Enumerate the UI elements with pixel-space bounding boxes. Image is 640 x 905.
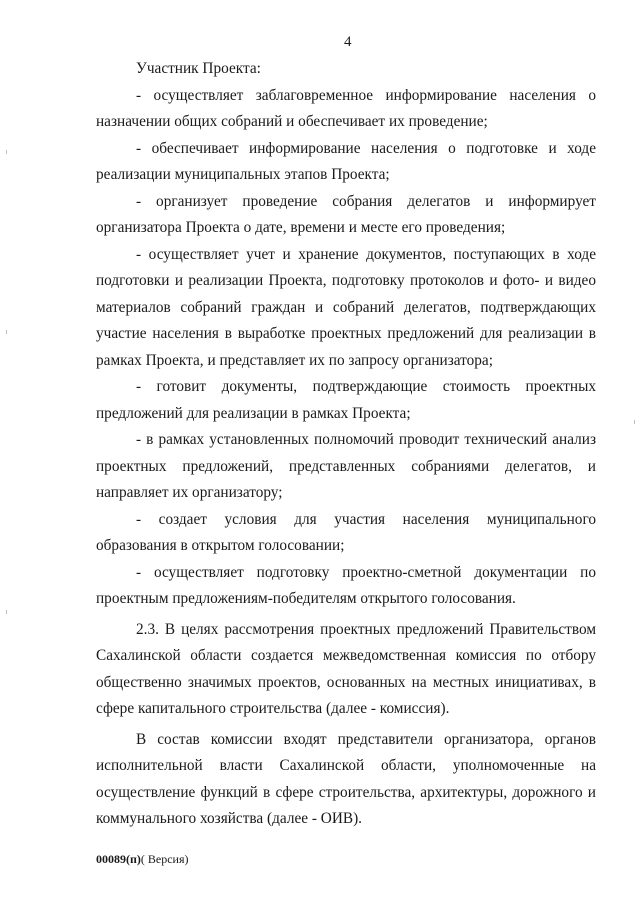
scan-artifact <box>6 610 7 614</box>
paragraph-item: - осуществляет заблаговременное информирование населения о назначении общих собраний и обеспечивает их проведение; <box>96 86 596 130</box>
paragraph-item: - в рамках установленных полномочий проводит технический анализ проектных предложений, представленных собраниями делегатов, и направляет их организатору; <box>96 431 596 501</box>
paragraph-item: - организует проведение собрания делегатов и информирует организатора Проекта о дате, времени и месте его проведения; <box>96 192 596 236</box>
footer-document-code <box>96 852 189 867</box>
scan-artifact <box>634 420 635 424</box>
paragraph-item: - готовит документы, подтверждающие стоимость проектных предложений для реализации в рамках Проекта; <box>96 378 596 422</box>
document-body <box>96 56 596 833</box>
scan-artifact <box>6 150 7 154</box>
footer-version: ( Версия) <box>140 852 189 866</box>
paragraph-item: - осуществляет учет и хранение документов, поступающих в ходе подготовки и реализации Проекта, подготовку протоколов и фото- и видео материалов собраний граждан и собраний делегатов, подтверждающих участие населения в выработке проектных предложений для реализации в рамках Проекта, и представляет их по запросу организатора; <box>96 245 596 369</box>
paragraph-participant-heading: Участник Проекта: <box>136 60 261 77</box>
paragraph-item: - осуществляет подготовку проектно-сметной документации по проектным предложениям-победителям открытого голосования. <box>96 563 596 607</box>
paragraph-section-2-3: 2.3. В целях рассмотрения проектных предложений Правительством Сахалинской области создается межведомственная комиссия по отбору общественно значимых проектов, основанных на местных инициативах, в сфере капитального строительства (далее - комиссия). <box>96 620 596 717</box>
page-number: 4 <box>344 34 352 50</box>
paragraph-commission-composition: В состав комиссии входят представители организатора, органов исполнительной власти Сахалинской области, уполномоченные на осуществление функций в сфере строительства, архитектуры, дорожного и коммунального хозяйства (далее - ОИВ). <box>96 730 596 827</box>
footer-code: 00089(п) <box>96 852 141 866</box>
paragraph-item: - создает условия для участия населения муниципального образования в открытом голосовании; <box>96 510 596 554</box>
paragraph-item: - обеспечивает информирование населения о подготовке и ходе реализации муниципальных этапов Проекта; <box>96 139 596 183</box>
scan-artifact <box>6 330 7 334</box>
